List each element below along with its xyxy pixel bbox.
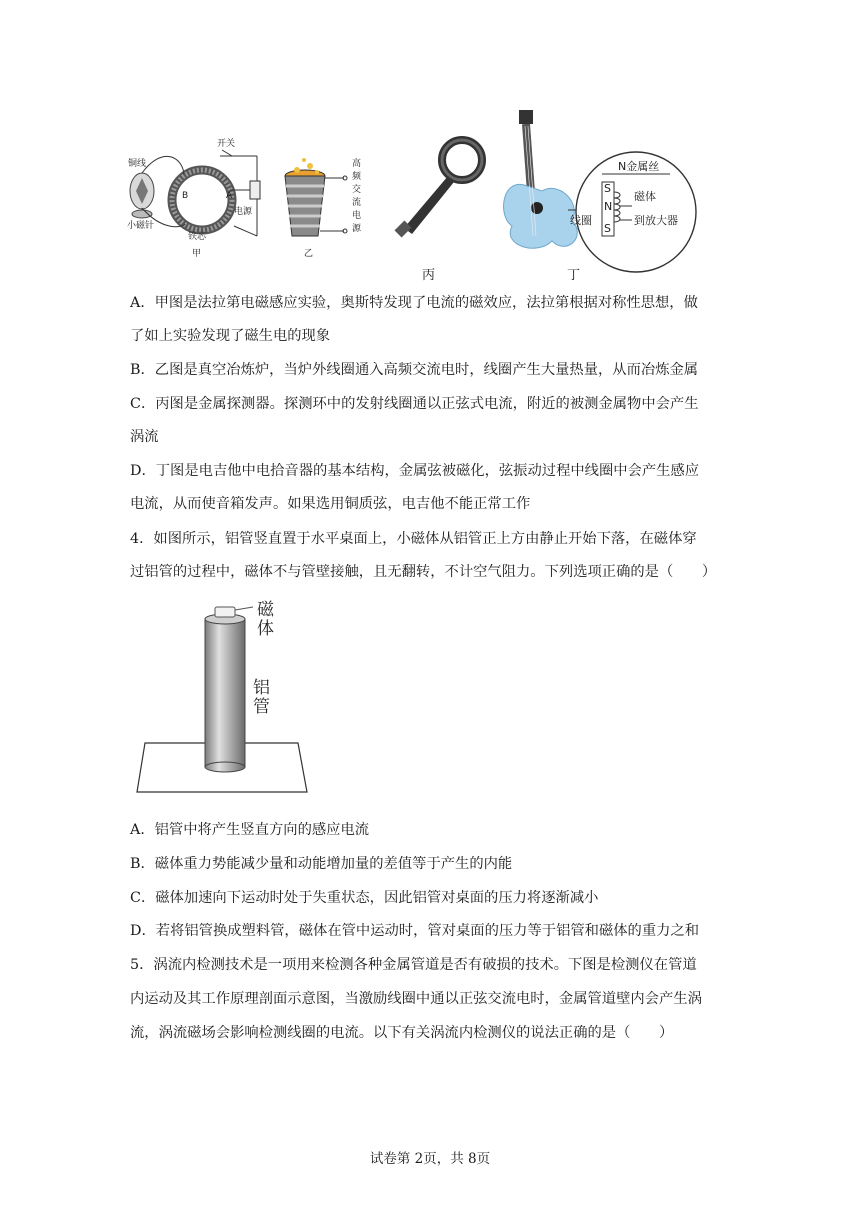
page-footer: 试卷第 2页，共 8页 [369,1151,491,1167]
label-magnet-char2: 体 [257,619,274,639]
aluminum-tube-figure [135,595,310,800]
label-pole-n: N [604,200,613,213]
label-switch: 开关 [217,139,236,149]
caption-bing: 丙 [422,268,436,283]
q5-stem-line2: 内运动及其工作原理剖面示意图，当激励线圈中通以正弦交流电时，金属管道壁内会产生涡 [130,991,702,1007]
caption-ding: 丁 [567,268,581,283]
vacuum-furnace-figure [272,146,372,266]
label-needle: 小磁针 [127,221,155,231]
q3-option-d-line1: D．丁图是电吉他中电拾音器的基本结构，金属弦被磁化，弦振动过程中线圈中会产生感应 [130,463,700,479]
label-tube-char1: 铝 [253,678,270,698]
label-coil-a: A [226,191,233,201]
label-copper-wire: 铜线 [128,159,147,169]
label-coil-b: B [182,191,189,201]
label-pole-s2: S [604,222,611,235]
label-core: 铁芯 [188,232,207,242]
label-hf-4: 流 [352,198,362,208]
label-magnet-char1: 磁 [257,600,274,620]
q3-option-a-line1: A．甲图是法拉第电磁感应实验，奥斯特发现了电流的磁效应，法拉第根据对称性思想，做 [130,295,698,311]
q3-option-b: B．乙图是真空冶炼炉，当炉外线圈通入高频交流电时，线圈产生大量热量，从而冶炼金属 [130,362,699,378]
label-power: 电源 [234,207,253,217]
label-hf-6: 源 [352,224,362,234]
label-metal-wire: N金属丝 [618,160,660,173]
q4-option-c: C．磁体加速向下运动时处于失重状态，因此铝管对桌面的压力将逐渐减小 [130,890,599,906]
label-hf-3: 交 [352,185,362,195]
q4-stem-line2: 过铝管的过程中，磁体不与管壁接触，且无翻转，不计空气阻力。下列选项正确的是（ ） [130,564,717,580]
label-magnet: 磁体 [634,190,656,203]
q5-stem-line1: 5．涡流内检测技术是一项用来检测各种金属管道是否有破损的技术。下图是检测仪在管道 [130,957,697,973]
label-tube-char2: 管 [253,697,270,717]
q3-option-a-line2: 了如上实验发现了磁生电的现象 [130,328,331,344]
faraday-experiment-figure [122,136,267,266]
q3-option-c-line2: 涡流 [130,429,159,445]
label-amplifier: 到放大器 [634,214,678,227]
caption-yi: 乙 [304,249,314,259]
label-hf-5: 电 [352,211,362,221]
caption-jia: 甲 [192,249,202,259]
q3-option-c-line1: C．丙图是金属探测器。探测环中的发射线圈通以正弦式电流，附近的被测金属物中会产生 [130,396,699,412]
metal-detector-figure [384,136,494,246]
figure-row-q3 [122,106,742,288]
q4-option-b: B．磁体重力势能减少量和动能增加量的差值等于产生的内能 [130,856,513,872]
q5-stem-line3: 流，涡流磁场会影响检测线圈的电流。以下有关涡流内检测仪的说法正确的是（ ） [130,1025,674,1041]
pickup-detail-figure [562,148,702,278]
q4-option-d: D．若将铝管换成塑料管，磁体在管中运动时，管对桌面的压力等于铝管和磁体的重力之和 [130,923,700,939]
label-pole-s1: S [604,182,611,195]
q4-option-a: A．铝管中将产生竖直方向的感应电流 [130,822,370,838]
q3-option-d-line2: 电流，从而使音箱发声。如果选用铜质弦，电吉他不能正常工作 [130,496,531,512]
label-hf-1: 高 [352,159,362,169]
label-coil: 线圈 [570,214,592,227]
label-hf-2: 频 [352,172,362,182]
q4-stem-line1: 4．如图所示，铝管竖直置于水平桌面上，小磁体从铝管正上方由静止开始下落，在磁体穿 [130,531,697,547]
